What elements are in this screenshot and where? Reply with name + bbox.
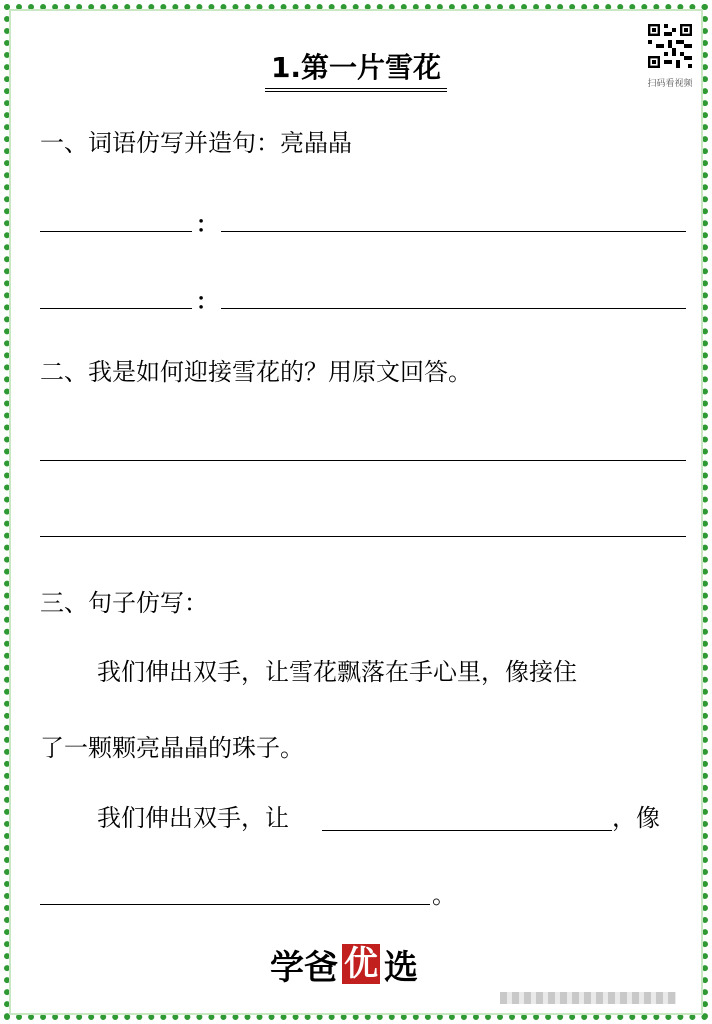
- brand-logo: [270, 942, 418, 986]
- fill-blank-line[interactable]: [40, 904, 430, 905]
- answer-line[interactable]: [221, 308, 686, 309]
- logo-text-part2: 选: [384, 947, 418, 988]
- prompt-sentence-mid: ，像: [612, 804, 660, 832]
- page-border-inner: [9, 9, 703, 1015]
- colon: ：: [196, 290, 219, 315]
- section1-heading: 一、词语仿写并造句：亮晶晶: [40, 129, 352, 157]
- colon: ：: [196, 213, 219, 238]
- qr-code-icon: [648, 24, 692, 68]
- prompt-sentence-end: 。: [432, 881, 456, 909]
- fill-blank-line[interactable]: [322, 830, 612, 831]
- answer-line[interactable]: [40, 231, 192, 232]
- answer-line[interactable]: [40, 308, 192, 309]
- answer-line[interactable]: [40, 460, 686, 461]
- section2-heading: 二、我是如何迎接雪花的？用原文回答。: [40, 358, 472, 386]
- answer-line[interactable]: [40, 536, 686, 537]
- prompt-sentence-start: 我们伸出双手，让: [97, 804, 289, 832]
- section3-heading: 三、句子仿写：: [40, 589, 208, 617]
- answer-line[interactable]: [221, 231, 686, 232]
- blurred-watermark: [500, 992, 676, 1004]
- qr-caption: 扫码看视频: [647, 79, 693, 89]
- example-sentence-line2: 了一颗颗亮晶晶的珠子。: [40, 734, 304, 762]
- logo-text-part1: 学爸: [270, 947, 338, 988]
- logo-seal: 优: [344, 944, 378, 984]
- example-sentence-line1: 我们伸出双手，让雪花飘落在手心里，像接住: [97, 658, 577, 686]
- page-title: 1.第一片雪花: [0, 46, 712, 92]
